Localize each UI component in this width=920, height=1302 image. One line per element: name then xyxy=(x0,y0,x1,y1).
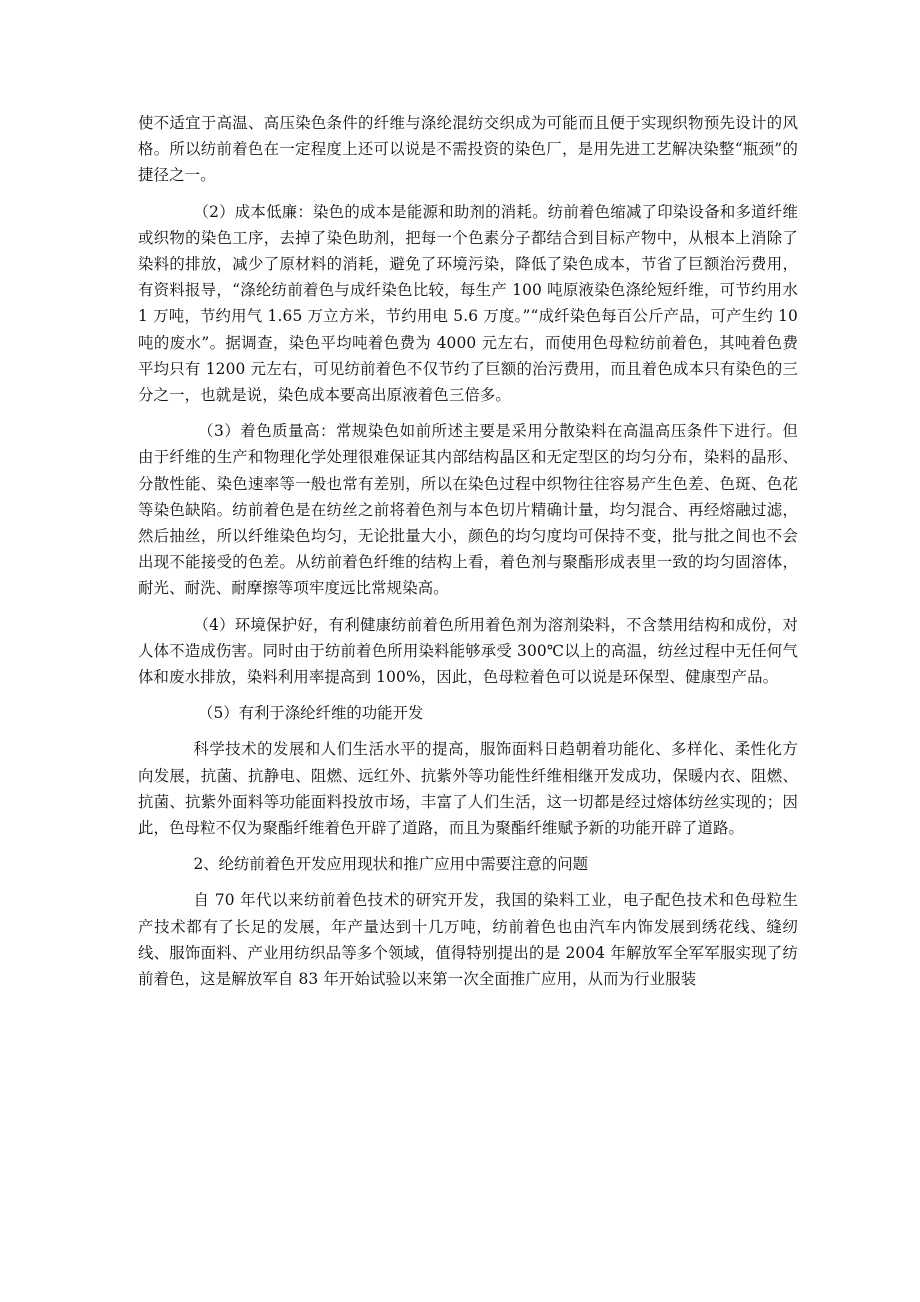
paragraph-status: 自 70 年代以来纺前着色技术的研究开发，我国的染料工业，电子配色技术和色母粒生产技术都有了长足的发展，年产量达到十几万吨，纺前着色也由汽车内饰发展到绣花线、缝纫线、服饰面料、产业用纺织品等多个领域，值得特别提出的是 2004 年解放军全军军服实现了纺前着色，这是解放军自 83 年开始试验以来第一次全面推广应用，从而为行业服装 xyxy=(138,891,798,989)
document-page xyxy=(138,110,798,992)
paragraph-intro: 使不适宜于高温、高压染色条件的纤维与涤纶混纺交织成为可能而且便于实现织物预先设计的风格。所以纺前着色在一定程度上还可以说是不需投资的染色厂，是用先进工艺解决染整“瓶颈”的捷径之一。 xyxy=(138,114,798,185)
subheading-function: （5）有利于涤纶纤维的功能开发 xyxy=(198,704,424,723)
paragraph-environment: （4）环境保护好，有利健康纺前着色所用着色剂为溶剂染料，不含禁用结构和成份，对人体不造成伤害。同时由于纺前着色所用染料能够承受 300℃以上的高温，纺丝过程中无任何气体和废水排放，染料利用率提高到 100%，因此，色母粒着色可以说是环保型、健康型产品。 xyxy=(138,615,798,687)
section-heading-2: 2、纶纺前着色开发应用现状和推广应用中需要注意的问题 xyxy=(193,855,588,874)
paragraph-cost: （2）成本低廉：染色的成本是能源和助剂的消耗。纺前着色缩减了印染设备和多道纤维或织物的染色工序，去掉了染色助剂，把每一个色素分子都结合到目标产物中，从根本上消除了染料的排放，减少了原材料的消耗，避免了环境污染，降低了染色成本，节省了巨额治污费用，有资料报导，“涤纶纺前着色与成纤染色比较，每生产 100 吨原液染色涤纶短纤维，可节约用水 1 万吨，节约用气 1.65 万立方米，节约用电 5.6 万度。”“成纤染色每百公斤产品，可产生约 10 吨的废水”。据调查，染色平均吨着色费为 4000 元左右，而使用色母粒纺前着色，其吨着色费平均只有 1200 元左右，可见纺前着色不仅节约了巨额的治污费用，而且着色成本只有染色的三分之一，也就是说，染色成本要高出原液着色三倍多。 xyxy=(138,202,798,405)
paragraph-quality: （3）着色质量高：常规染色如前所述主要是采用分散染料在高温高压条件下进行。但由于纤维的生产和物理化学处理很难保证其内部结构晶区和无定型区的均匀分布，染料的晶形、分散性能、染色速率等一般也常有差别，所以在染色过程中织物往往容易产生色差、色斑、色花等染色缺陷。纺前着色是在纺丝之前将着色剂与本色切片精确计量，均匀混合、再经熔融过滤，然后抽丝，所以纤维染色均匀，无论批量大小，颜色的均匀度均可保持不变，批与批之间也不会出现不能接受的色差。从纺前着色纤维的结构上看，着色剂与聚酯形成表里一致的均匀固溶体，耐光、耐洗、耐摩擦等项牢度远比常规染高。 xyxy=(138,422,798,598)
paragraph-function: 科学技术的发展和人们生活水平的提高，服饰面料日趋朝着功能化、多样化、柔性化方向发展，抗菌、抗静电、阻燃、远红外、抗紫外等功能性纤维相继开发成功，保暖内衣、阻燃、抗菌、抗紫外面料等功能面料投放市场，丰富了人们生活，这一切都是经过熔体纺丝实现的；因此，色母粒不仅为聚酯纤维着色开辟了道路，而且为聚酯纤维赋予新的功能开辟了道路。 xyxy=(138,740,798,838)
